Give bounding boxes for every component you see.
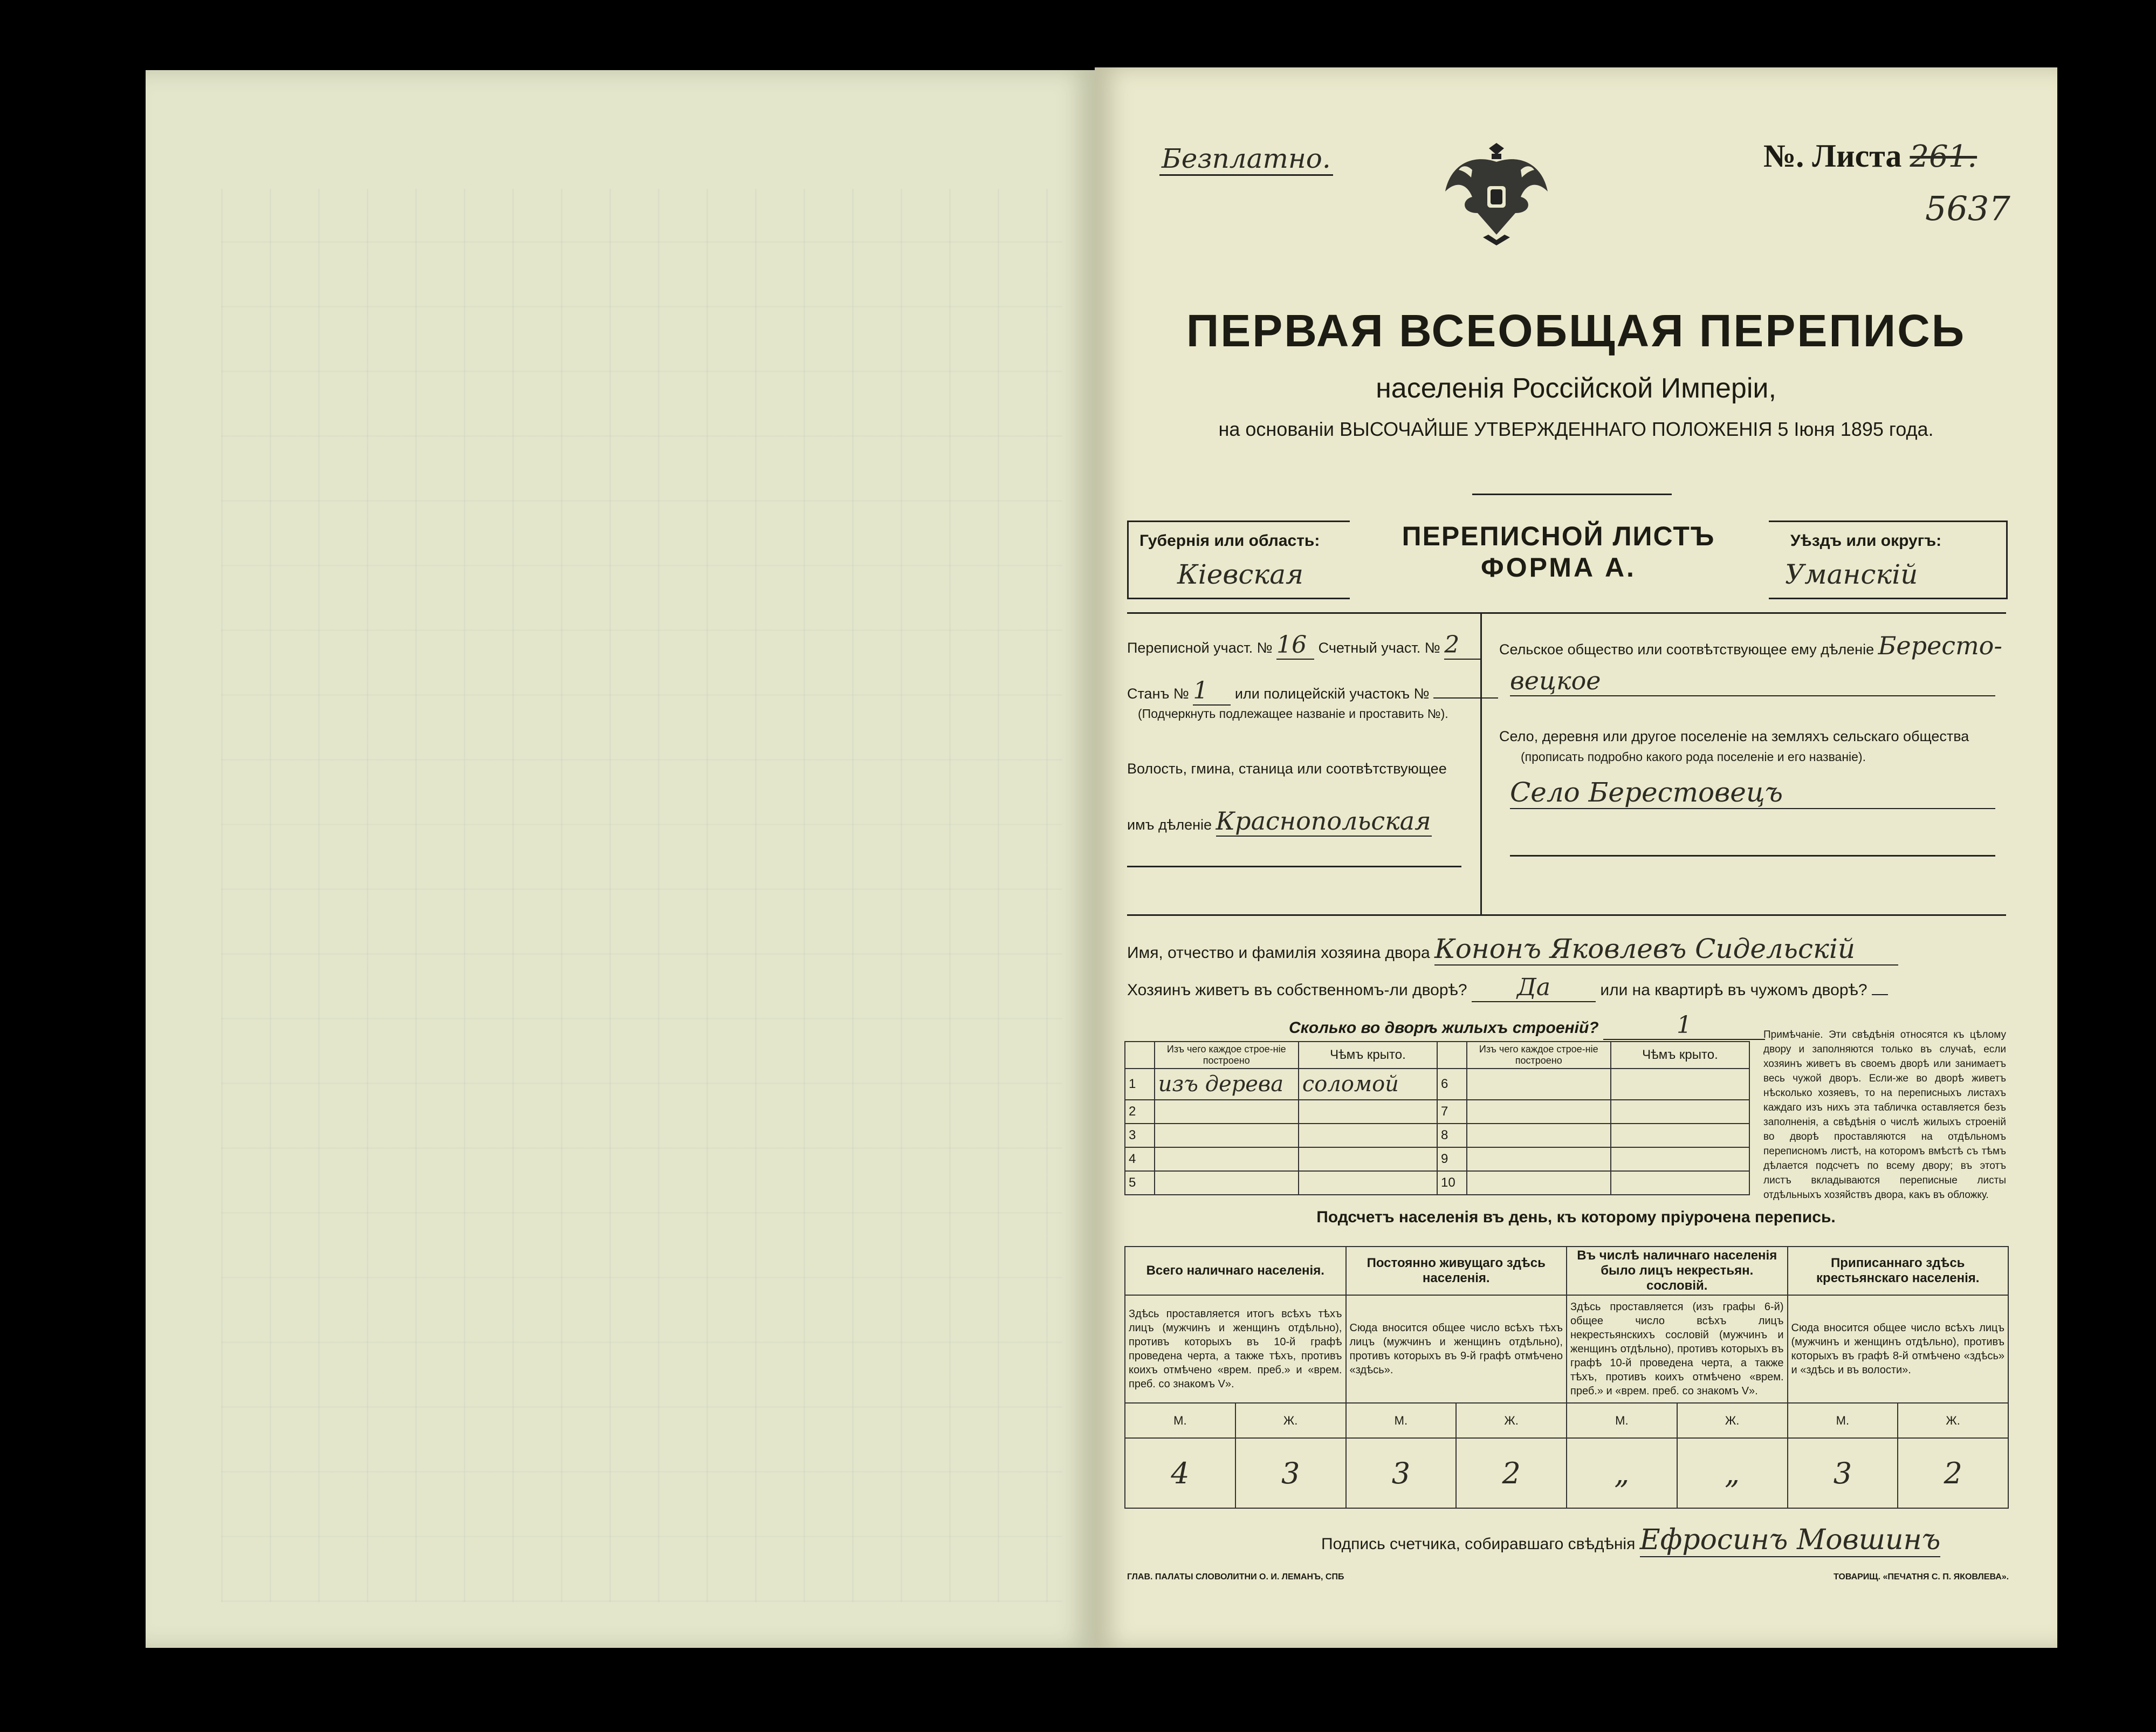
row-number: 10 — [1437, 1171, 1467, 1195]
stan-row — [1127, 677, 1498, 706]
imperial-eagle-icon — [1440, 132, 1553, 251]
title-divider — [1472, 494, 1672, 495]
col-roof-left: Чѣмъ крыто. — [1299, 1042, 1437, 1069]
table-row — [1125, 1171, 1749, 1195]
signature-label: Подпись счетчика, собиравшаго свѣдѣнія — [1321, 1535, 1636, 1553]
count-col-3-head: Приписаннаго здѣсь крестьянскаго населенія. — [1788, 1247, 2009, 1295]
gubernia-label: Губернія или область: — [1139, 532, 1320, 550]
society-label: Сельское общество или соотвѣтствующее ему дѣленіе — [1499, 641, 1875, 658]
society-row — [1499, 631, 2002, 660]
stan-label: Станъ № — [1127, 686, 1189, 702]
count-value-m: 4 — [1125, 1438, 1235, 1508]
buildings-value: 1 — [1603, 1011, 1765, 1040]
f-label: Ж. — [1456, 1403, 1567, 1438]
buildings-row — [1289, 1011, 1765, 1040]
row-number: 9 — [1437, 1147, 1467, 1171]
owner-rule — [1127, 914, 2006, 916]
census-form-page — [1095, 67, 2057, 1648]
uezd-box — [1769, 521, 2008, 599]
table-row — [1125, 1069, 1749, 1100]
table-row — [1125, 1100, 1749, 1124]
count-table — [1124, 1246, 2009, 1509]
row-number: 5 — [1125, 1171, 1155, 1195]
table-row — [1125, 1147, 1749, 1171]
form-label: ФОРМА А. — [1481, 552, 1636, 583]
buildings-table — [1124, 1041, 1750, 1195]
count-col-0-head: Всего наличнаго населенія. — [1125, 1247, 1346, 1295]
gubernia-box — [1127, 521, 1350, 599]
volost-label-2: имъ дѣленіе — [1127, 817, 1212, 833]
count-col-1-head: Постоянно живущаго здѣсь населенія. — [1346, 1247, 1567, 1295]
stan-value: 1 — [1193, 677, 1231, 706]
bleed-through-grid — [221, 189, 1062, 1602]
count-col-1-desc: Сюда вносится общее число всѣхъ тѣхъ лицъ (мужчинъ и женщинъ отдѣльно), противъ которыхъ въ 9-й графѣ отмѣчено «здѣсь». — [1346, 1295, 1567, 1403]
count-col-2-head: Въ числѣ наличнаго населенія было лицъ некрестьян. сословій. — [1567, 1247, 1788, 1295]
m-label: М. — [1788, 1403, 1898, 1438]
page-basis: на основаніи ВЫСОЧАЙШЕ УТВЕРЖДЕННАГО ПОЛОЖЕНІЯ 5 Іюня 1895 года. — [1218, 418, 1934, 440]
page-subtitle: населенія Россійской Имперіи, — [1376, 373, 1776, 404]
owner-name-row — [1127, 933, 1898, 966]
count-value-m: 3 — [1788, 1438, 1898, 1508]
row-number: 1 — [1125, 1069, 1155, 1100]
sheet-number — [1763, 138, 1977, 175]
owner-name-value: Кононъ Яковлевъ Сидельскій — [1434, 933, 1898, 966]
count-col-0-desc: Здѣсь проставляется итогъ всѣхъ тѣхъ лицъ (мужчинъ и женщинъ отдѣльно), противъ которыхъ въ 10-й графѣ проведена черта, а также тѣхъ, противъ коихъ отмѣчено «врем. преб.» и «врем. преб. со знакомъ V». — [1125, 1295, 1346, 1403]
gubernia-value: Кіевская — [1177, 559, 1304, 590]
census-area-row — [1127, 631, 1482, 660]
f-label: Ж. — [1898, 1403, 2008, 1438]
sheet-number-label: №. Листа — [1763, 138, 1902, 174]
count-area-label: Счетный участ. № — [1318, 640, 1440, 656]
footer-left: ГЛАВ. ПАЛАТЫ СЛОВОЛИТНИ О. И. ЛЕМАНЪ, СПБ — [1127, 1572, 1344, 1582]
f-label: Ж. — [1677, 1403, 1788, 1438]
uezd-value: Уманскій — [1785, 559, 1918, 590]
census-area-label: Переписной участ. № — [1127, 640, 1273, 656]
village-label: Село, деревня или другое поселеніе на земляхъ сельскаго общества — [1499, 728, 1969, 744]
count-area-value: 2 — [1444, 631, 1482, 660]
buildings-note: Примѣчаніе. Эти свѣдѣнія относятся къ цѣлому двору и заполняются только въ случаѣ, если хозяинъ живетъ въ своемъ дворѣ или занимаетъ весь чужой дворъ. Если-же во дворѣ живетъ нѣсколько хозяевъ, то на переписныхъ листахъ каждаго изъ нихъ эта табличка оставляется безъ заполненія, а свѣдѣнія о числѣ жилыхъ строеній во дворѣ проставляются на отдѣльномъ переписномъ листѣ, на которомъ вмѣстѣ съ тѣмъ дѣлается подсчетъ по всему двору; въ этотъ листъ вкладываются переписные листы отдѣльныхъ хозяйствъ двора, какъ въ обложку. — [1763, 1029, 2006, 1201]
left-page — [146, 70, 1095, 1648]
society-value-2: вецкое — [1510, 666, 1995, 696]
page-title: ПЕРВАЯ ВСЕОБЩАЯ ПЕРЕПИСЬ — [1186, 305, 1966, 356]
f-label: Ж. — [1235, 1403, 1346, 1438]
row-number: 6 — [1437, 1069, 1467, 1100]
count-title: Подсчетъ населенія въ день, къ которому пріурочена перепись. — [1316, 1208, 1836, 1226]
row-number: 3 — [1125, 1124, 1155, 1147]
village-value: Село Берестовецъ — [1510, 777, 1995, 809]
volost-row — [1127, 806, 1432, 837]
count-value-m: 3 — [1346, 1438, 1457, 1508]
village-note: (прописать подробно какого рода поселеніе и его названіе). — [1521, 750, 1866, 764]
owner-lives-row — [1127, 974, 1888, 1002]
owner-name-label: Имя, отчество и фамилія хозяина двора — [1127, 944, 1430, 962]
count-value-m: „ — [1567, 1438, 1677, 1508]
footer-right: ТОВАРИЩ. «ПЕЧАТНЯ С. П. ЯКОВЛЕВА». — [1834, 1572, 2009, 1582]
owner-rent-label: или на квартирѣ въ чужомъ дворѣ? — [1600, 981, 1867, 999]
count-value-f: 2 — [1898, 1438, 2008, 1508]
table-row — [1125, 1124, 1749, 1147]
uezd-label: Уѣздъ или округъ: — [1790, 532, 1942, 550]
signature-value: Ефросинъ Мовшинъ — [1639, 1524, 1941, 1556]
col-built-right: Изъ чего каждое строе-ніе построено — [1467, 1042, 1611, 1069]
census-area-value: 16 — [1276, 631, 1314, 660]
count-col-2-desc: Здѣсь проставляется (изъ графы 6-й) общее число всѣхъ лицъ некрестьянскихъ сословій (мужчинъ и женщинъ отдѣльно), противъ которыхъ въ графѣ 10-й проведена черта, а также тѣхъ, противъ коихъ отмѣчено «врем. преб.» и «врем. преб. со знакомъ V». — [1567, 1295, 1788, 1403]
count-value-f: 3 — [1235, 1438, 1346, 1508]
row-number: 2 — [1125, 1100, 1155, 1124]
col-built-left: Изъ чего каждое строе-ніе построено — [1155, 1042, 1299, 1069]
owner-lives-label: Хозяинъ живетъ въ собственномъ-ли дворѣ? — [1127, 981, 1467, 999]
count-value-f: 2 — [1456, 1438, 1567, 1508]
m-label: М. — [1125, 1403, 1235, 1438]
row-number: 7 — [1437, 1100, 1467, 1124]
police-label: или полицейскій участокъ № — [1234, 686, 1430, 702]
district-rule — [1127, 612, 2006, 614]
m-label: М. — [1567, 1403, 1677, 1438]
m-label: М. — [1346, 1403, 1457, 1438]
free-label: Безплатно. — [1159, 143, 1333, 176]
sheet-title: ПЕРЕПИСНОЙ ЛИСТЪ — [1402, 521, 1715, 551]
count-value-f: „ — [1677, 1438, 1788, 1508]
owner-lives-value: Да — [1472, 974, 1596, 1002]
society-value-1: Бересто- — [1878, 631, 2002, 660]
col-roof-right: Чѣмъ крыто. — [1611, 1042, 1749, 1069]
signature-row — [1321, 1524, 1940, 1557]
form-title-block — [1348, 521, 1769, 583]
sheet-number-value: 261. — [1910, 139, 1978, 174]
count-col-3-desc: Сюда вносится общее число всѣхъ лицъ (мужчинъ и женщинъ отдѣльно), противъ которыхъ въ графѣ 8-й отмѣчено «здѣсь» и «здѣсь и въ волости». — [1788, 1295, 2009, 1403]
buildings-label: Сколько во дворѣ жилыхъ строеній? — [1289, 1019, 1599, 1037]
row-number: 4 — [1125, 1147, 1155, 1171]
row-number: 8 — [1437, 1124, 1467, 1147]
roof-cell: соломой — [1299, 1069, 1437, 1100]
underline-note: (Подчеркнуть подлежащее названіе и проставить №). — [1138, 707, 1448, 721]
volost-value: Краснопольская — [1216, 806, 1431, 836]
archive-number: 5637 — [1925, 189, 2010, 228]
built-cell: изъ дерева — [1155, 1069, 1299, 1100]
volost-label-1: Волость, гмина, станица или соотвѣтствующее — [1127, 761, 1447, 777]
